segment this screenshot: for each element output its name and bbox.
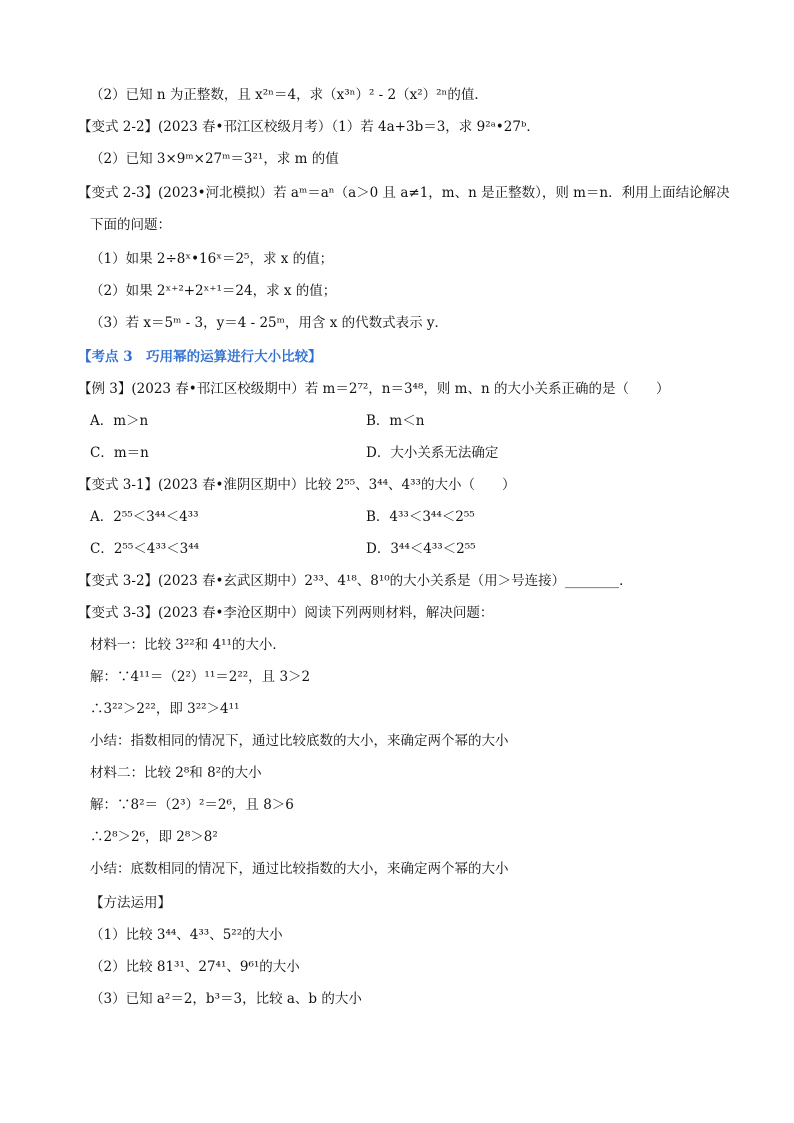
text-line: A．m＞n [90, 413, 149, 429]
text-line: （2）比较 81³¹、27⁴¹、9⁶¹的大小 [90, 959, 300, 975]
text-line: 【变式 2-3】(2023•河北模拟）若 aᵐ＝aⁿ（a＞0 且 a≠1，m、n 是正整数），则 m＝n．利用上面结论解决 [78, 185, 730, 201]
text-line: C．2⁵⁵＜4³³＜3⁴⁴ [90, 541, 200, 557]
text-line: （2）如果 2ˣ⁺²+2ˣ⁺¹＝24，求 x 的值； [90, 283, 337, 299]
text-line: 【变式 2-2】(2023 春•邗江区校级月考）（1）若 4a+3b＝3，求 9²ᵃ•27ᵇ． [78, 119, 540, 135]
text-line: A．2⁵⁵＜3⁴⁴＜4³³ [90, 509, 199, 525]
text-line: ∴3²²＞2²²，即 3²²＞4¹¹ [90, 701, 240, 717]
text-line: 下面的问题： [90, 217, 171, 233]
text-line: ∴2⁸＞2⁶，即 2⁸＞8² [90, 829, 218, 845]
text-line: 【变式 3-3】(2023 春•李沧区期中）阅读下列两则材料，解决问题： [78, 605, 494, 621]
text-line: 解：∵8²＝（2³）²＝2⁶，且 8＞6 [90, 797, 294, 813]
text-line: 材料二：比较 2⁸和 8²的大小 [90, 765, 262, 781]
text-line: （2）已知 3×9ᵐ×27ᵐ＝3²¹，求 m 的值 [90, 151, 339, 167]
text-line: D．3⁴⁴＜4³³＜2⁵⁵ [366, 541, 476, 557]
text-line: （3）若 x＝5ᵐ - 3，y＝4 - 25ᵐ，用含 x 的代数式表示 y． [90, 315, 449, 331]
text-line: D．大小关系无法确定 [366, 445, 499, 461]
text-line: C．m＝n [90, 445, 149, 461]
text-line: （3）已知 a²＝2，b³＝3，比较 a、b 的大小 [90, 991, 362, 1007]
text-line: （1）比较 3⁴⁴、4³³、5²²的大小 [90, 927, 283, 943]
text-line: （1）如果 2÷8ˣ•16ˣ＝2⁵，求 x 的值； [90, 251, 334, 267]
text-line: 【例 3】(2023 春•邗江区校级期中）若 m＝2⁷²，n＝3⁴⁸，则 m、n 的大小关系正确的是（ ） [78, 381, 670, 397]
text-line: 【变式 3-1】(2023 春•淮阴区期中）比较 2⁵⁵、3⁴⁴、4³³的大小（ ） [78, 477, 516, 493]
text-line: 小结：指数相同的情况下，通过比较底数的大小，来确定两个幂的大小 [90, 733, 509, 749]
text-line: 材料一：比较 3²²和 4¹¹的大小． [90, 637, 286, 653]
text-line: 解：∵4¹¹＝（2²）¹¹＝2²²，且 3＞2 [90, 669, 311, 685]
text-line: 小结：底数相同的情况下，通过比较指数的大小，来确定两个幂的大小 [90, 861, 509, 877]
text-line: （2）已知 n 为正整数，且 x²ⁿ＝4，求（x³ⁿ）² - 2（x²）²ⁿ的值． [90, 87, 488, 103]
text-line: B．4³³＜3⁴⁴＜2⁵⁵ [366, 509, 475, 525]
text-line: 【变式 3-2】(2023 春•玄武区期中）2³³、4¹⁸、8¹⁰的大小关系是（用＞号连接）________． [78, 573, 633, 589]
text-line: 【考点 3 巧用幂的运算进行大小比较】 [78, 349, 322, 365]
text-line: B．m＜n [366, 413, 425, 429]
text-line: 【方法运用】 [90, 895, 171, 911]
